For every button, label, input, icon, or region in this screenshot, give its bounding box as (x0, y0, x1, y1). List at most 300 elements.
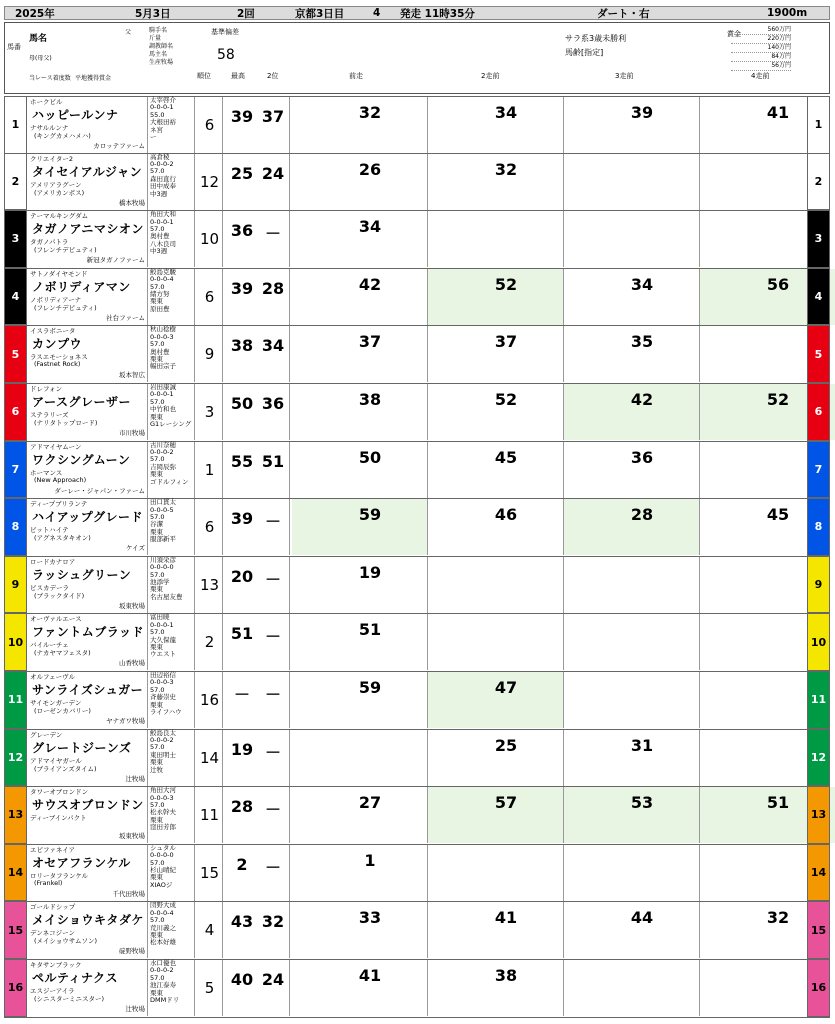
past-race[interactable] (428, 326, 564, 382)
connection-line: 富田暁 (150, 613, 170, 622)
past-race[interactable] (292, 614, 428, 670)
horse-info (28, 557, 148, 613)
horse-connections (148, 326, 195, 382)
connection-line: 池添学 (150, 577, 170, 586)
past-race[interactable] (292, 326, 428, 382)
horse-connections (148, 211, 195, 267)
horse-info (28, 384, 148, 440)
horse-sire: タワーオブロンドン (30, 788, 89, 797)
jockey-label: 騎手名 (149, 27, 168, 34)
best-value: 39 (230, 509, 254, 529)
connection-line: 57.0 (150, 685, 165, 694)
connection-line: 57.0 (150, 743, 165, 752)
horse-name[interactable]: サンライズシュガー (32, 682, 144, 697)
horse-name[interactable]: ラッシュグリーン (32, 567, 132, 582)
race-round: 2回 (237, 7, 255, 20)
horse-sire: サトノダイヤモンド (30, 269, 88, 278)
horse-dam: ステラリーズ (30, 410, 69, 419)
connection-line: 団野大成 (150, 901, 176, 910)
horse-row (4, 499, 830, 557)
past-race[interactable] (428, 960, 564, 1016)
horse-dam: ビットハイテ (30, 526, 69, 535)
horse-sire: オルフェーヴル (30, 672, 75, 681)
second-value: － (264, 800, 281, 820)
past-race[interactable] (428, 672, 564, 728)
race-index: 41 (358, 965, 382, 985)
best-value: 39 (230, 107, 254, 126)
past-race[interactable] (292, 154, 428, 210)
horse-connections (148, 730, 195, 786)
weight-label: 斤量 (149, 35, 162, 42)
past-race[interactable] (564, 960, 700, 1016)
second-label: 2位 (267, 72, 279, 80)
horse-sire: オーヴァルエース (30, 615, 82, 624)
horse-damsire: (ナリタトップロード) (34, 418, 98, 427)
umaban-right: 7 (807, 441, 830, 499)
past-race[interactable] (428, 902, 564, 958)
best-value: 50 (230, 393, 254, 413)
race-index: 19 (358, 562, 382, 582)
past-race[interactable] (564, 902, 700, 958)
race-distance: 1900m (767, 7, 808, 19)
horse-breeder: 辻牧場 (125, 774, 145, 783)
umaban-right: 1 (807, 96, 830, 154)
connection-line: 荒川義之 (150, 923, 176, 932)
best-value: 43 (230, 912, 254, 932)
horse-name[interactable]: オセアフランケル (32, 855, 131, 870)
connection-line: G1レーシング (150, 420, 192, 428)
horse-row (4, 672, 830, 730)
second-value: 24 (261, 969, 285, 989)
past-race[interactable] (292, 845, 428, 901)
horse-dam: ナサルルンナ (30, 124, 69, 132)
horse-sire: ホークビル (30, 98, 63, 106)
prize-2: 220万円 (731, 35, 791, 44)
horse-row (4, 326, 830, 384)
past-race[interactable] (292, 787, 428, 843)
horse-row (4, 96, 830, 154)
horse-table (4, 96, 830, 1018)
second-value: 51 (261, 451, 285, 471)
class-label: サラ系3歳未勝利 (565, 34, 627, 43)
prize-3: 140万円 (731, 44, 791, 53)
umaban-right: 4 (807, 268, 830, 326)
past-race[interactable] (428, 730, 564, 786)
umaban-right: 9 (807, 556, 830, 614)
horse-breeder: 坂東牧場 (119, 601, 145, 610)
horse-sire: エピファネイア (30, 845, 76, 854)
rank-label: 順位 (197, 72, 211, 80)
connection-line: 0-0-0-2 (150, 447, 174, 456)
past-race[interactable] (564, 787, 700, 843)
connection-line: 栗東 (150, 758, 163, 767)
horse-breeder: 山香牧場 (119, 659, 145, 668)
horse-info (28, 326, 148, 382)
best-box (224, 614, 290, 670)
past-race[interactable] (564, 326, 700, 382)
race-index: 47 (494, 677, 518, 697)
connection-line: 窪田芳郎 (150, 823, 176, 832)
connection-line: 高倉稜 (150, 152, 170, 161)
horse-name[interactable]: タガノアニマシオン (32, 222, 144, 237)
connection-line: 大根田裕 (150, 118, 176, 127)
best-box (224, 211, 290, 267)
best-box (224, 845, 290, 901)
best-value: 51 (230, 624, 254, 644)
rank-value: 13 (197, 557, 223, 613)
connection-line: ー (150, 133, 157, 142)
connection-line: 池江泰寿 (150, 981, 176, 990)
rank-value: 15 (197, 845, 223, 901)
umaban-left: 16 (4, 959, 27, 1017)
rank-value: 12 (197, 154, 223, 210)
r2-label: 2走前 (481, 72, 500, 80)
past-race[interactable] (564, 97, 700, 153)
horse-name[interactable]: ペルティナクス (32, 970, 118, 985)
connection-line: 0-0-0-3 (150, 332, 174, 341)
horse-connections (148, 442, 195, 498)
connection-line: 中3週 (150, 189, 168, 198)
race-index: 32 (494, 159, 518, 179)
connection-line: 奥村豊 (150, 347, 170, 356)
umaban-right: 14 (807, 844, 830, 902)
horse-sire: ドレフォン (30, 384, 63, 393)
second-value: 34 (261, 336, 285, 356)
horse-row (4, 730, 830, 788)
connection-line: 57.0 (150, 340, 165, 349)
connection-line: 0-0-0-0 (150, 563, 174, 572)
race-index: 41 (494, 908, 518, 928)
horse-row (4, 845, 830, 903)
horse-row (4, 154, 830, 212)
horse-sire: ロードカナロア (30, 557, 76, 566)
horse-damsire: (フレンチデピュティ) (34, 246, 97, 255)
connection-line: 大久保龍 (150, 635, 176, 644)
connection-line: 岩田康誠 (150, 382, 176, 391)
prize-list (731, 26, 791, 71)
rank-value: 10 (197, 211, 223, 267)
connection-line: 57.0 (150, 512, 165, 521)
best-value: 28 (230, 797, 254, 817)
race-index: 45 (766, 505, 790, 525)
horse-name[interactable]: ノボリディアマン (32, 279, 131, 294)
horse-breeder: 社台ファーム (106, 313, 145, 322)
prize-5: 56万円 (731, 62, 791, 71)
race-index: 33 (358, 908, 382, 928)
horse-dam: ホーマンス (30, 468, 63, 477)
horse-name[interactable]: ハッピールンナ (32, 108, 119, 122)
prev-label: 当レース着度数 (29, 75, 71, 82)
past-race[interactable] (564, 154, 700, 210)
race-index: 42 (358, 274, 382, 294)
race-index: 59 (358, 677, 382, 697)
prize-label: 賞金 (727, 30, 741, 38)
connection-line: 57.0 (150, 973, 165, 982)
connection-line: 0-0-0-3 (150, 793, 174, 802)
horse-damsire: (ブライアンズタイム) (34, 764, 97, 773)
connection-line: 57.0 (150, 397, 165, 406)
horse-info (28, 787, 148, 843)
best-value: 20 (230, 566, 254, 586)
best-box (224, 499, 290, 555)
horse-breeder: ヤナガワ牧場 (106, 716, 145, 725)
horse-row (4, 211, 830, 269)
connection-line: 角田大和 (150, 210, 176, 219)
past-race[interactable] (428, 787, 564, 843)
umaban-right: 12 (807, 729, 830, 787)
connection-line: 57.0 (150, 628, 165, 637)
race-index: 38 (494, 965, 518, 985)
race-index: 52 (494, 274, 518, 294)
connection-line: 鮫島克駿 (150, 267, 176, 276)
race-index: 41 (766, 103, 790, 122)
past-race[interactable] (564, 557, 700, 613)
connection-line: 0-0-0-4 (150, 908, 174, 917)
past-race[interactable] (292, 97, 428, 153)
past-race[interactable] (564, 442, 700, 498)
best-value: 36 (230, 221, 254, 241)
umaban-left: 6 (4, 383, 27, 441)
rank-value: 2 (197, 614, 223, 670)
horse-info (28, 730, 148, 786)
umaban-right: 8 (807, 498, 830, 556)
horse-name[interactable]: ファントムブラッド (32, 625, 145, 640)
umaban-label: 馬番 (7, 43, 21, 51)
rank-value: 1 (197, 442, 223, 498)
connection-line: 0-0-0-2 (150, 735, 174, 744)
horse-breeder: 坂本智広 (119, 371, 145, 380)
past-race[interactable] (292, 672, 428, 728)
past-race[interactable] (564, 614, 700, 670)
connection-line: 栗東 (150, 355, 163, 363)
race-index: 37 (358, 332, 382, 352)
past-race[interactable] (292, 384, 428, 440)
rank-value: 3 (197, 384, 223, 440)
race-index: 34 (358, 217, 382, 237)
horse-row (4, 442, 830, 500)
past-race[interactable] (292, 499, 428, 555)
owner-label: 馬主名 (149, 51, 168, 58)
past-race[interactable] (564, 269, 700, 325)
umaban-right: 16 (807, 959, 830, 1017)
second-value: － (264, 684, 281, 704)
horse-name[interactable]: サウスオブロンドン (32, 798, 144, 813)
connection-line: ゴドルフィン (150, 477, 189, 486)
connection-line: 谷潔 (150, 520, 163, 529)
horse-name[interactable]: ワクシングムーン (32, 452, 131, 467)
past-race[interactable] (292, 269, 428, 325)
umaban-left: 15 (4, 901, 27, 959)
horse-connections (148, 787, 195, 843)
rank-value: 14 (197, 730, 223, 786)
dam-label: 母(母父) (29, 55, 52, 62)
past-race[interactable] (564, 384, 700, 440)
horse-connections (148, 845, 195, 901)
race-header (4, 6, 830, 20)
past-race[interactable] (564, 211, 700, 267)
connection-line: DMMドリ (150, 995, 180, 1004)
zenso-label: 前走 (349, 72, 363, 80)
connection-line: 栗東 (150, 527, 163, 536)
horse-damsire: (New Approach) (34, 475, 87, 484)
race-index: 31 (630, 735, 654, 755)
umaban-left: 4 (4, 268, 27, 326)
race-index: 27 (358, 793, 382, 813)
past-race[interactable] (428, 557, 564, 613)
umaban-left: 3 (4, 210, 27, 268)
horse-info (28, 960, 148, 1016)
race-index: 26 (358, 159, 382, 179)
past-race[interactable] (428, 211, 564, 267)
horse-name[interactable]: カンプウ (32, 337, 83, 352)
horse-name[interactable]: グレートジーンズ (32, 740, 132, 755)
race-index: 50 (358, 447, 382, 467)
umaban-right: 2 (807, 153, 830, 211)
best-box (224, 154, 290, 210)
horse-row (4, 557, 830, 615)
connection-line: 57.0 (150, 858, 165, 867)
past-race[interactable] (428, 97, 564, 153)
past-race[interactable] (292, 730, 428, 786)
connection-line: 0-0-0-1 (150, 103, 174, 112)
race-index: 32 (358, 103, 382, 122)
horse-dam: タガノパトラ (30, 238, 69, 247)
horse-dam: ロリータフランケル (30, 871, 89, 880)
horse-connections (148, 557, 195, 613)
best-box (224, 442, 290, 498)
horse-breeder: 辻牧場 (125, 1004, 145, 1013)
second-value: 24 (261, 163, 285, 183)
connection-line: 栗東 (150, 585, 163, 594)
race-index: 52 (494, 389, 518, 409)
race-index: 28 (630, 505, 654, 525)
past-race[interactable] (428, 845, 564, 901)
horse-dam: ノボリディアーナ (30, 295, 82, 304)
horse-breeder: 新冠タガノファーム (86, 256, 145, 265)
best-box (224, 384, 290, 440)
past-race[interactable] (292, 902, 428, 958)
horse-dam: アメリアラグーン (30, 180, 82, 189)
connection-line: 栗東 (150, 700, 163, 709)
rank-value: 6 (197, 499, 223, 555)
connection-line: 栗東 (150, 815, 163, 824)
horse-row (4, 269, 830, 327)
past-race[interactable] (292, 442, 428, 498)
horse-breeder: 千代田牧場 (112, 889, 145, 898)
trainer-label: 調教師名 (149, 43, 174, 50)
horse-name[interactable]: アースグレーザー (32, 394, 132, 409)
past-race[interactable] (428, 614, 564, 670)
horse-name[interactable]: メイショウキタダケ (32, 913, 144, 928)
race-index: 32 (766, 908, 790, 928)
past-race[interactable] (428, 442, 564, 498)
past-race[interactable] (428, 499, 564, 555)
horse-sire: イスラボニータ (30, 327, 76, 336)
rank-value: 4 (197, 902, 223, 958)
past-race[interactable] (292, 960, 428, 1016)
horse-row (4, 960, 830, 1018)
umaban-left: 14 (4, 844, 27, 902)
connection-line: 0-0-0-4 (150, 275, 174, 284)
race-index: 35 (630, 332, 654, 352)
horse-sire: ゴールドシップ (30, 903, 76, 912)
connection-line: 松永幹夫 (150, 808, 176, 817)
horse-damsire: (シニスターミニスター) (34, 994, 105, 1003)
r3-label: 3走前 (615, 72, 634, 80)
race-index: 38 (358, 389, 382, 409)
connection-line: 名古屋友豊 (150, 592, 183, 601)
connection-line: 57.0 (150, 800, 165, 809)
second-value: － (264, 742, 281, 762)
race-index: 1 (364, 850, 376, 870)
race-start: 発走 11時35分 (400, 7, 475, 20)
umaban-right: 13 (807, 786, 830, 844)
connection-line: 栗東 (150, 930, 163, 939)
horse-breeder: 坂東牧場 (119, 832, 145, 841)
umaban-left: 5 (4, 325, 27, 383)
past-race[interactable] (428, 384, 564, 440)
connection-line: 緒方努 (150, 290, 170, 298)
horse-name[interactable]: ハイアップグレード (32, 510, 143, 525)
horse-name[interactable]: タイセイアルジャン (32, 164, 143, 179)
horse-connections (148, 384, 195, 440)
race-index: 42 (630, 389, 654, 409)
past-race[interactable] (292, 557, 428, 613)
horse-breeder: ケイズ (126, 544, 145, 553)
past-race[interactable] (428, 154, 564, 210)
best-box (224, 97, 290, 153)
horse-row (4, 787, 830, 845)
best-box (224, 960, 290, 1016)
horse-breeder: 橋本牧場 (119, 198, 145, 207)
best-box (224, 672, 290, 728)
past-race[interactable] (564, 845, 700, 901)
horse-connections (148, 902, 195, 958)
connection-line: ネ宮 (150, 125, 163, 134)
connection-line: 杉山晴紀 (150, 865, 176, 874)
connection-line: 八木良司 (150, 239, 176, 248)
past-race[interactable] (564, 672, 700, 728)
horse-row (4, 614, 830, 672)
sire-label: 父 (125, 29, 132, 36)
horse-damsire: (Fastnet Rock) (34, 360, 81, 369)
connection-line: 幅田宗子 (150, 362, 176, 371)
race-number: 4 (373, 7, 381, 19)
past-race[interactable] (564, 730, 700, 786)
past-race[interactable] (292, 211, 428, 267)
connection-line: 0-0-0-3 (150, 678, 174, 687)
rank-value: 16 (197, 672, 223, 728)
horse-dam: バイルーチェ (30, 641, 69, 650)
horse-dam: サイモンガーデン (30, 698, 82, 707)
horse-connections (148, 672, 195, 728)
race-index: 37 (494, 332, 518, 352)
horse-connections (148, 499, 195, 555)
connection-line: 0-0-0-2 (150, 966, 174, 975)
horse-damsire: (アグネスタキオン) (34, 534, 91, 543)
horse-connections (148, 97, 195, 153)
horse-sire: テーマルキングダム (30, 212, 89, 221)
horse-damsire: (アメリカンボス) (34, 188, 85, 197)
connection-line: 田口貫太 (150, 498, 176, 507)
horse-dam: ラスエモーショネス (30, 353, 88, 362)
horse-breeder: 碇野牧場 (119, 947, 145, 956)
connection-line: 吉岡辰弥 (150, 462, 176, 471)
past-race[interactable] (428, 269, 564, 325)
race-index: 57 (494, 793, 518, 813)
horse-sire: アドマイヤムーン (30, 442, 82, 451)
past-race[interactable] (564, 499, 700, 555)
